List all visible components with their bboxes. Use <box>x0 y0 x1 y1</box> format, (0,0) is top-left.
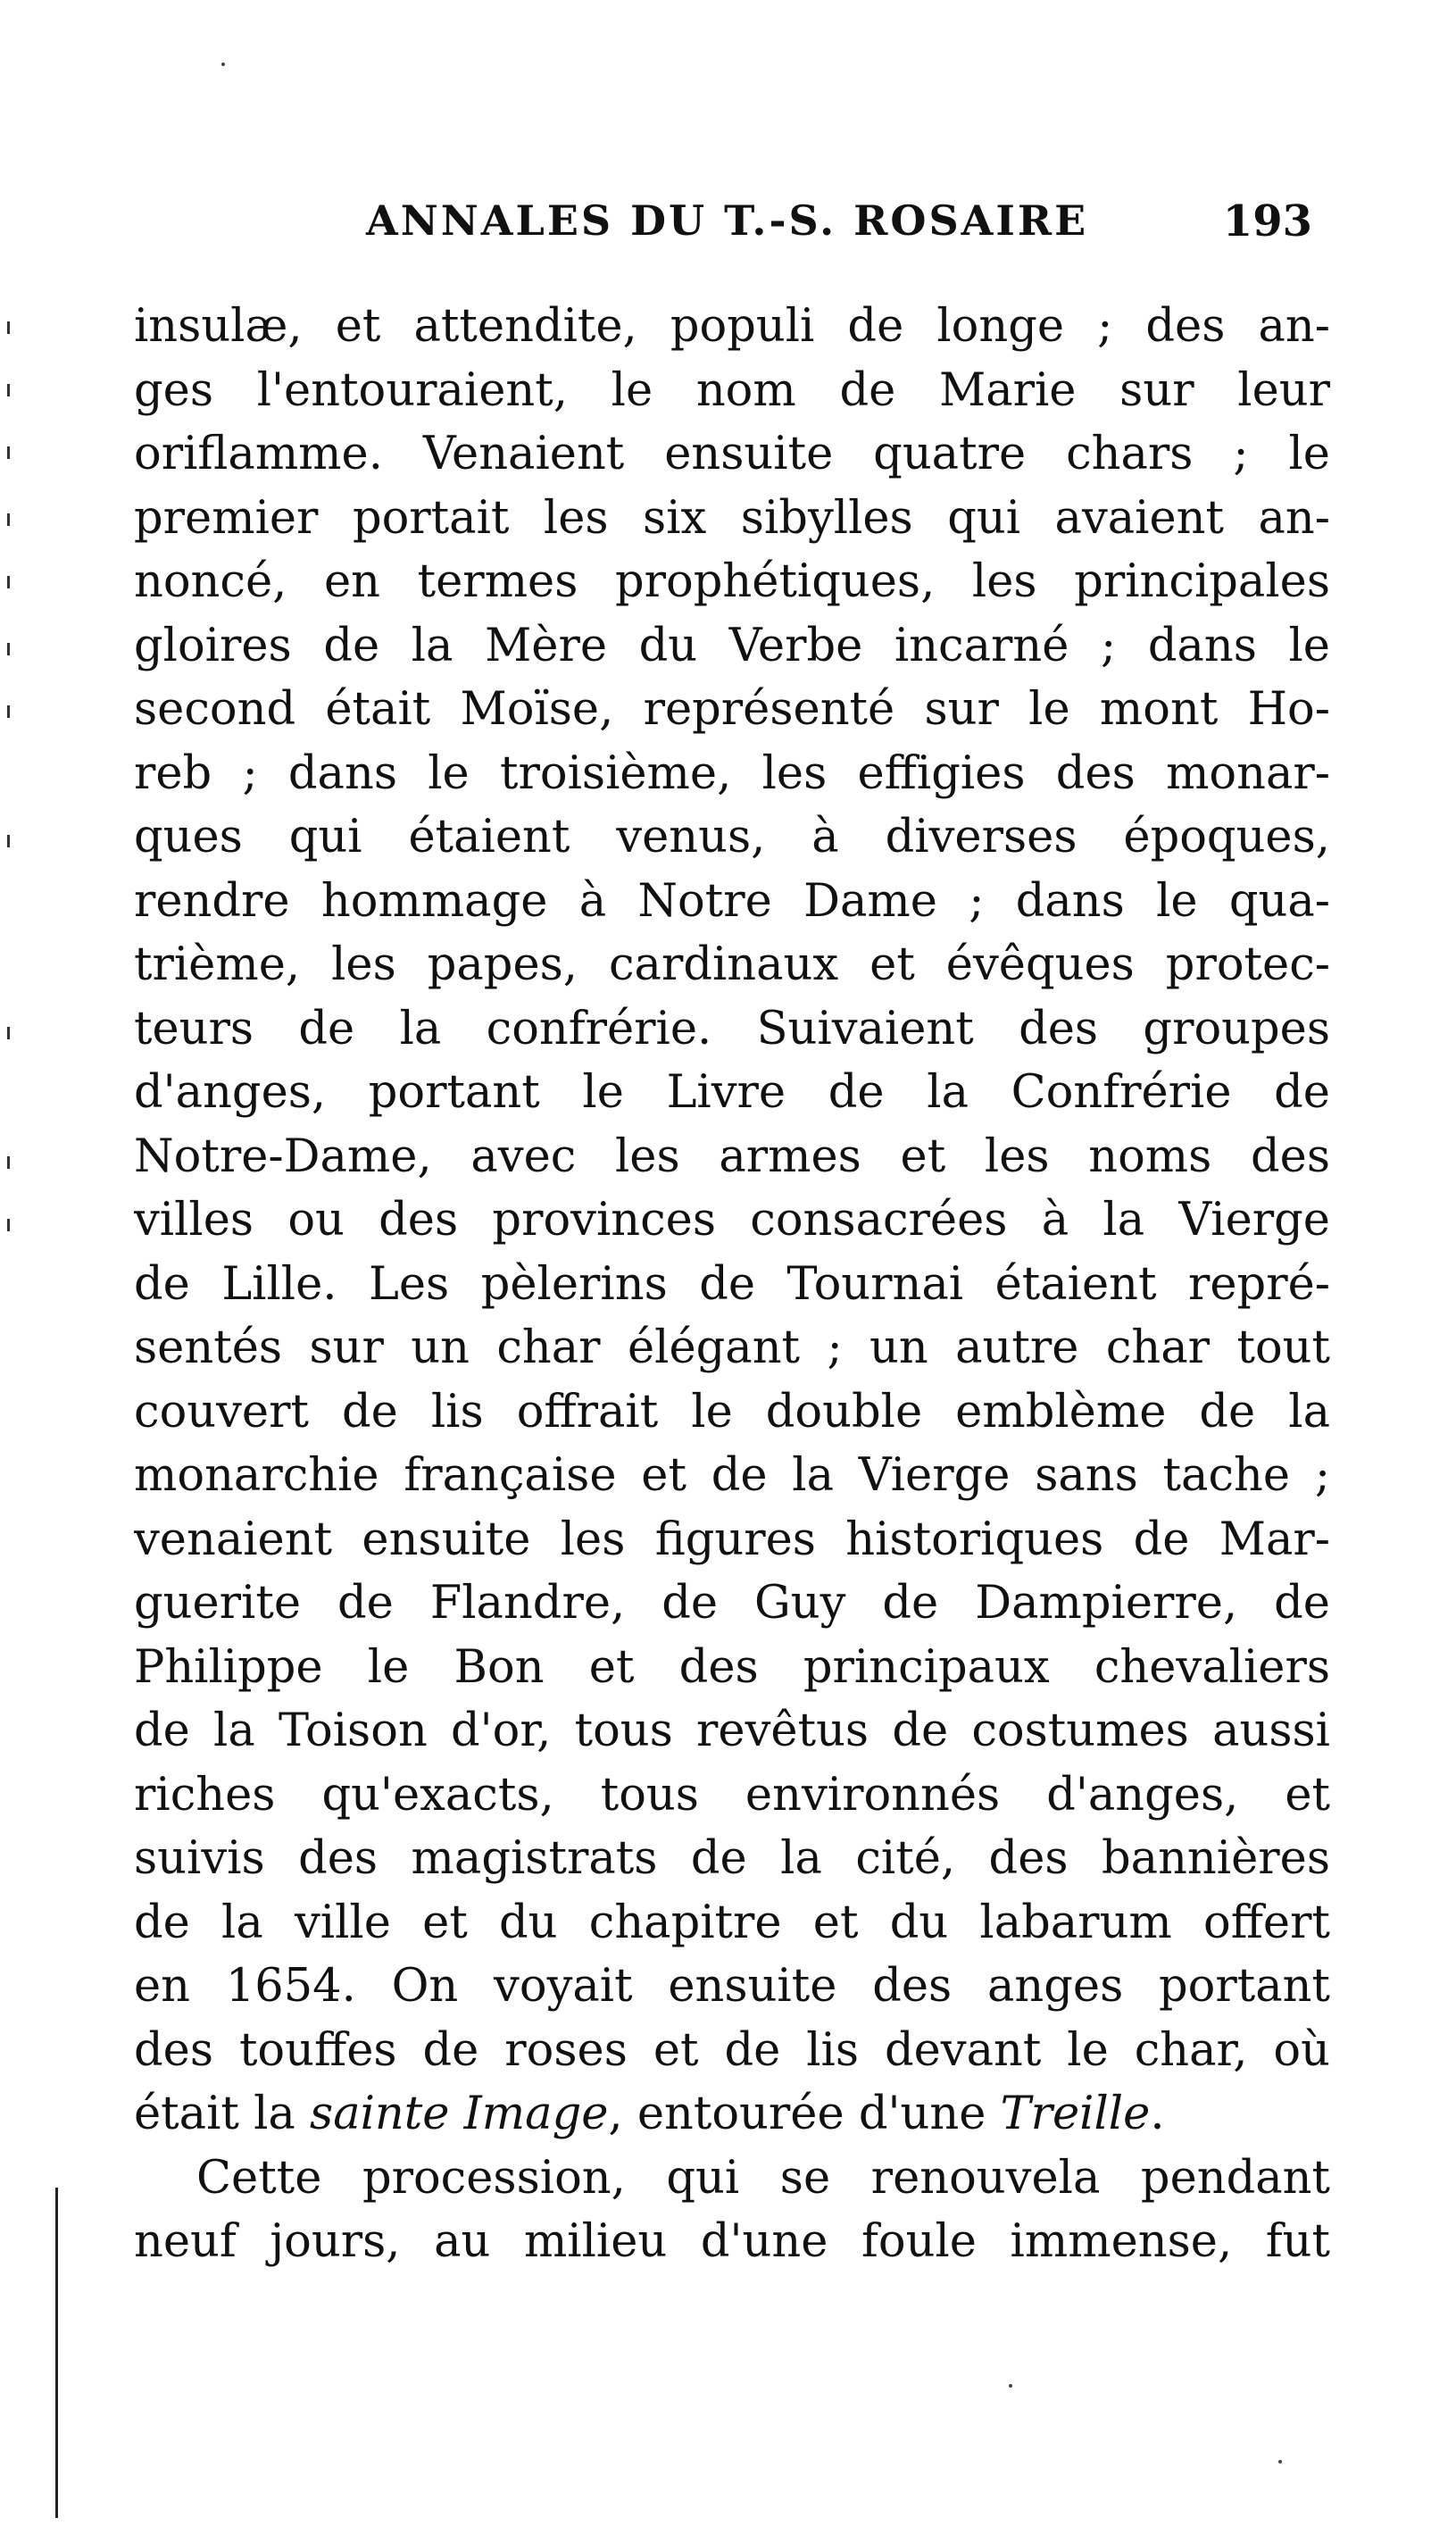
margin-tick <box>7 1027 10 1039</box>
text-line: rendre hommage à Notre Dame ; dans le qua- <box>134 874 1330 928</box>
ink-speck <box>1009 2384 1012 2388</box>
ink-speck <box>221 63 225 66</box>
text-line: ques qui étaient venus, à diverses époques, <box>134 811 1330 863</box>
text-line: monarchie française et de la Vierge sans tache ; <box>134 1449 1330 1502</box>
margin-marks <box>7 321 16 1304</box>
margin-tick <box>7 705 10 718</box>
text-line: reb ; dans le troisième, les effigies des monar- <box>134 746 1330 800</box>
margin-tick <box>7 576 10 588</box>
margin-tick <box>7 513 10 526</box>
text-line: suivis des magistrats de la cité, des bannières <box>134 1832 1330 1885</box>
text-line: était la sainte Image, entourée d'une Treille. <box>134 2088 1165 2140</box>
italic-phrase: Treille <box>1000 2088 1151 2140</box>
page-header <box>143 196 1312 268</box>
margin-tick <box>7 1219 10 1231</box>
text-line: des touffes de roses et de lis devant le char, où <box>134 2023 1330 2077</box>
text-line: noncé, en termes prophétiques, les principales <box>134 555 1330 608</box>
margin-tick <box>7 1156 10 1169</box>
ink-speck <box>1278 2460 1282 2463</box>
text-line: guerite de Flandre, de Guy de Dampierre, de <box>134 1577 1330 1630</box>
margin-tick <box>7 446 10 459</box>
text-line: riches qu'exacts, tous environnés d'anges, et <box>134 1768 1330 1822</box>
text-line: ges l'entouraient, le nom de Marie sur leur <box>134 363 1330 417</box>
margin-tick <box>7 835 10 847</box>
text-line: sentés sur un char élégant ; un autre char tout <box>134 1321 1330 1374</box>
body-text <box>134 295 1330 2274</box>
text-line: de Lille. Les pèlerins de Tournai étaient repré- <box>134 1257 1330 1311</box>
text-line: second était Moïse, représenté sur le mont Ho- <box>134 683 1330 736</box>
text-line: Notre-Dame, avec les armes et les noms des <box>134 1130 1330 1183</box>
margin-tick <box>7 321 10 334</box>
left-edge-rule <box>55 2188 58 2518</box>
page-number: 193 <box>1222 196 1312 246</box>
text-line: Cette procession, qui se renouvela pendant <box>196 2151 1330 2205</box>
text-line: neuf jours, au milieu d'une foule immense, fut <box>134 2215 1330 2268</box>
margin-tick <box>7 643 10 655</box>
text-line: gloires de la Mère du Verbe incarné ; dans le <box>134 619 1330 672</box>
text-line: en 1654. On voyait ensuite des anges portant <box>134 1960 1330 2013</box>
margin-tick <box>7 384 10 396</box>
text-line: d'anges, portant le Livre de la Confrérie de <box>134 1066 1330 1119</box>
text-line: oriflamme. Venaient ensuite quatre chars ; le <box>134 428 1330 480</box>
text-line: couvert de lis offrait le double emblème de la <box>134 1385 1330 1438</box>
text-line: de la Toison d'or, tous revêtus de costumes aussi <box>134 1705 1330 1757</box>
text-line: Philippe le Bon et des principaux chevaliers <box>134 1640 1330 1694</box>
text-line: venaient ensuite les figures historiques de Mar- <box>134 1513 1330 1566</box>
text-line: trième, les papes, cardinaux et évêques protec- <box>134 938 1330 991</box>
text-line: premier portait les six sibylles qui avaient an- <box>134 491 1330 545</box>
text-line: de la ville et du chapitre et du labarum offert <box>134 1896 1330 1949</box>
text-line: villes ou des provinces consacrées à la Vierge <box>134 1194 1330 1246</box>
running-head: ANNALES DU T.-S. ROSAIRE <box>366 196 1089 245</box>
text-line: insulæ, et attendite, populi de longe ; des an- <box>134 300 1330 353</box>
italic-phrase: sainte Image <box>310 2088 609 2140</box>
text-line: teurs de la confrérie. Suivaient des groupes <box>134 1002 1330 1055</box>
